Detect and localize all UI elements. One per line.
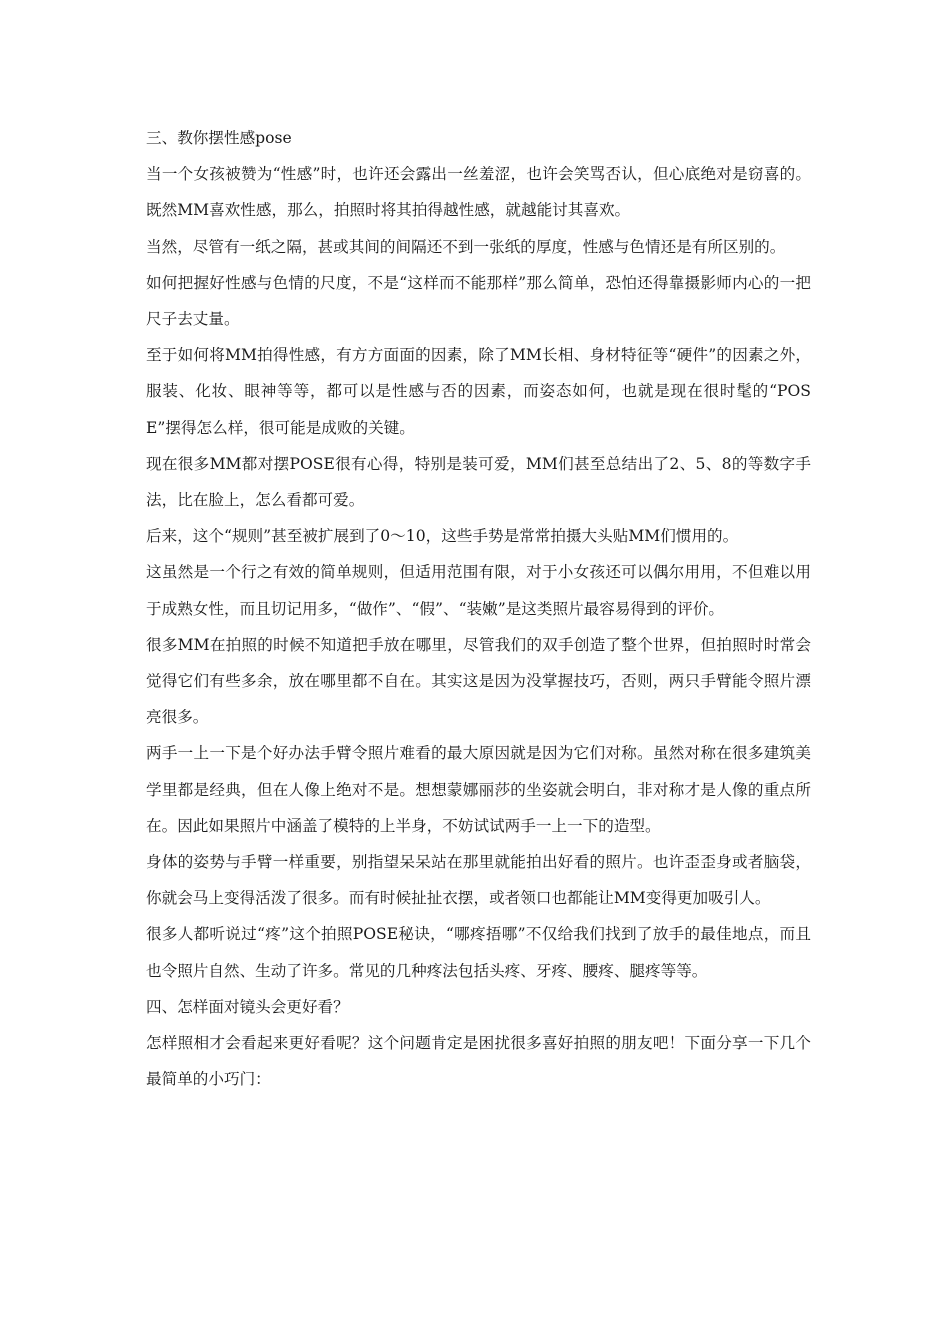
paragraph: 很多MM在拍照的时候不知道把手放在哪里，尽管我们的双手创造了整个世界，但拍照时时常会觉得它们有些多余，放在哪里都不自在。其实这是因为没掌握技巧，否则，两只手臂能令照片漂亮很多。	[146, 635, 811, 727]
section-heading-4: 四、怎样面对镜头会更好看？	[146, 997, 349, 1016]
paragraph: 两手一上一下是个好办法手臂令照片难看的最大原因就是因为它们对称。虽然对称在很多建筑美学里都是经典，但在人像上绝对不是。想想蒙娜丽莎的坐姿就会明白，非对称才是人像的重点所在。因此如果照片中涵盖了模特的上半身，不妨试试两手一上一下的造型。	[146, 744, 811, 835]
paragraph: 这虽然是一个行之有效的简单规则，但适用范围有限，对于小女孩还可以偶尔用用，不但难以用于成熟女性，而且切记用多，“做作”、“假”、“装嫩”是这类照片最容易得到的评价。	[146, 563, 811, 618]
document-body	[146, 120, 811, 1097]
paragraph: 很多人都听说过“疼”这个拍照POSE秘诀，“哪疼捂哪”不仅给我们找到了放手的最佳地点，而且也令照片自然、生动了许多。常见的几种疼法包括头疼、牙疼、腰疼、腿疼等等。	[146, 925, 811, 980]
paragraph: 后来，这个“规则”甚至被扩展到了0～10，这些手势是常常拍摄大头贴MM们惯用的。	[146, 527, 739, 546]
paragraph: 身体的姿势与手臂一样重要，别指望呆呆站在那里就能拍出好看的照片。也许歪歪身或者脑袋，你就会马上变得活泼了很多。而有时候扯扯衣摆，或者领口也都能让MM变得更加吸引人。	[146, 853, 811, 908]
paragraph: 怎样照相才会看起来更好看呢？这个问题肯定是困扰很多喜好拍照的朋友吧！下面分享一下几个最简单的小巧门：	[146, 1034, 811, 1089]
paragraph: 如何把握好性感与色情的尺度，不是“这样而不能那样”那么简单，恐怕还得靠摄影师内心的一把尺子去丈量。	[146, 273, 811, 329]
paragraph: 现在很多MM都对摆POSE很有心得，特别是装可爱，MM们甚至总结出了2、5、8的等数字手法，比在脸上，怎么看都可爱。	[146, 454, 811, 510]
paragraph: 至于如何将MM拍得性感，有方方面面的因素，除了MM长相、身材特征等“硬件”的因素之外，服装、化妆、眼神等等，都可以是性感与否的因素，而姿态如何，也就是现在很时髦的“POSE”摆得怎么样，很可能是成败的关键。	[146, 346, 811, 437]
paragraph: 当一个女孩被赞为“性感”时，也许还会露出一丝羞涩，也许会笑骂否认，但心底绝对是窃喜的。既然MM喜欢性感，那么，拍照时将其拍得越性感，就越能讨其喜欢。	[146, 165, 811, 220]
section-heading-3: 三、教你摆性感pose	[146, 129, 292, 147]
paragraph: 当然，尽管有一纸之隔，甚或其间的间隔还不到一张纸的厚度，性感与色情还是有所区别的。	[146, 237, 786, 256]
